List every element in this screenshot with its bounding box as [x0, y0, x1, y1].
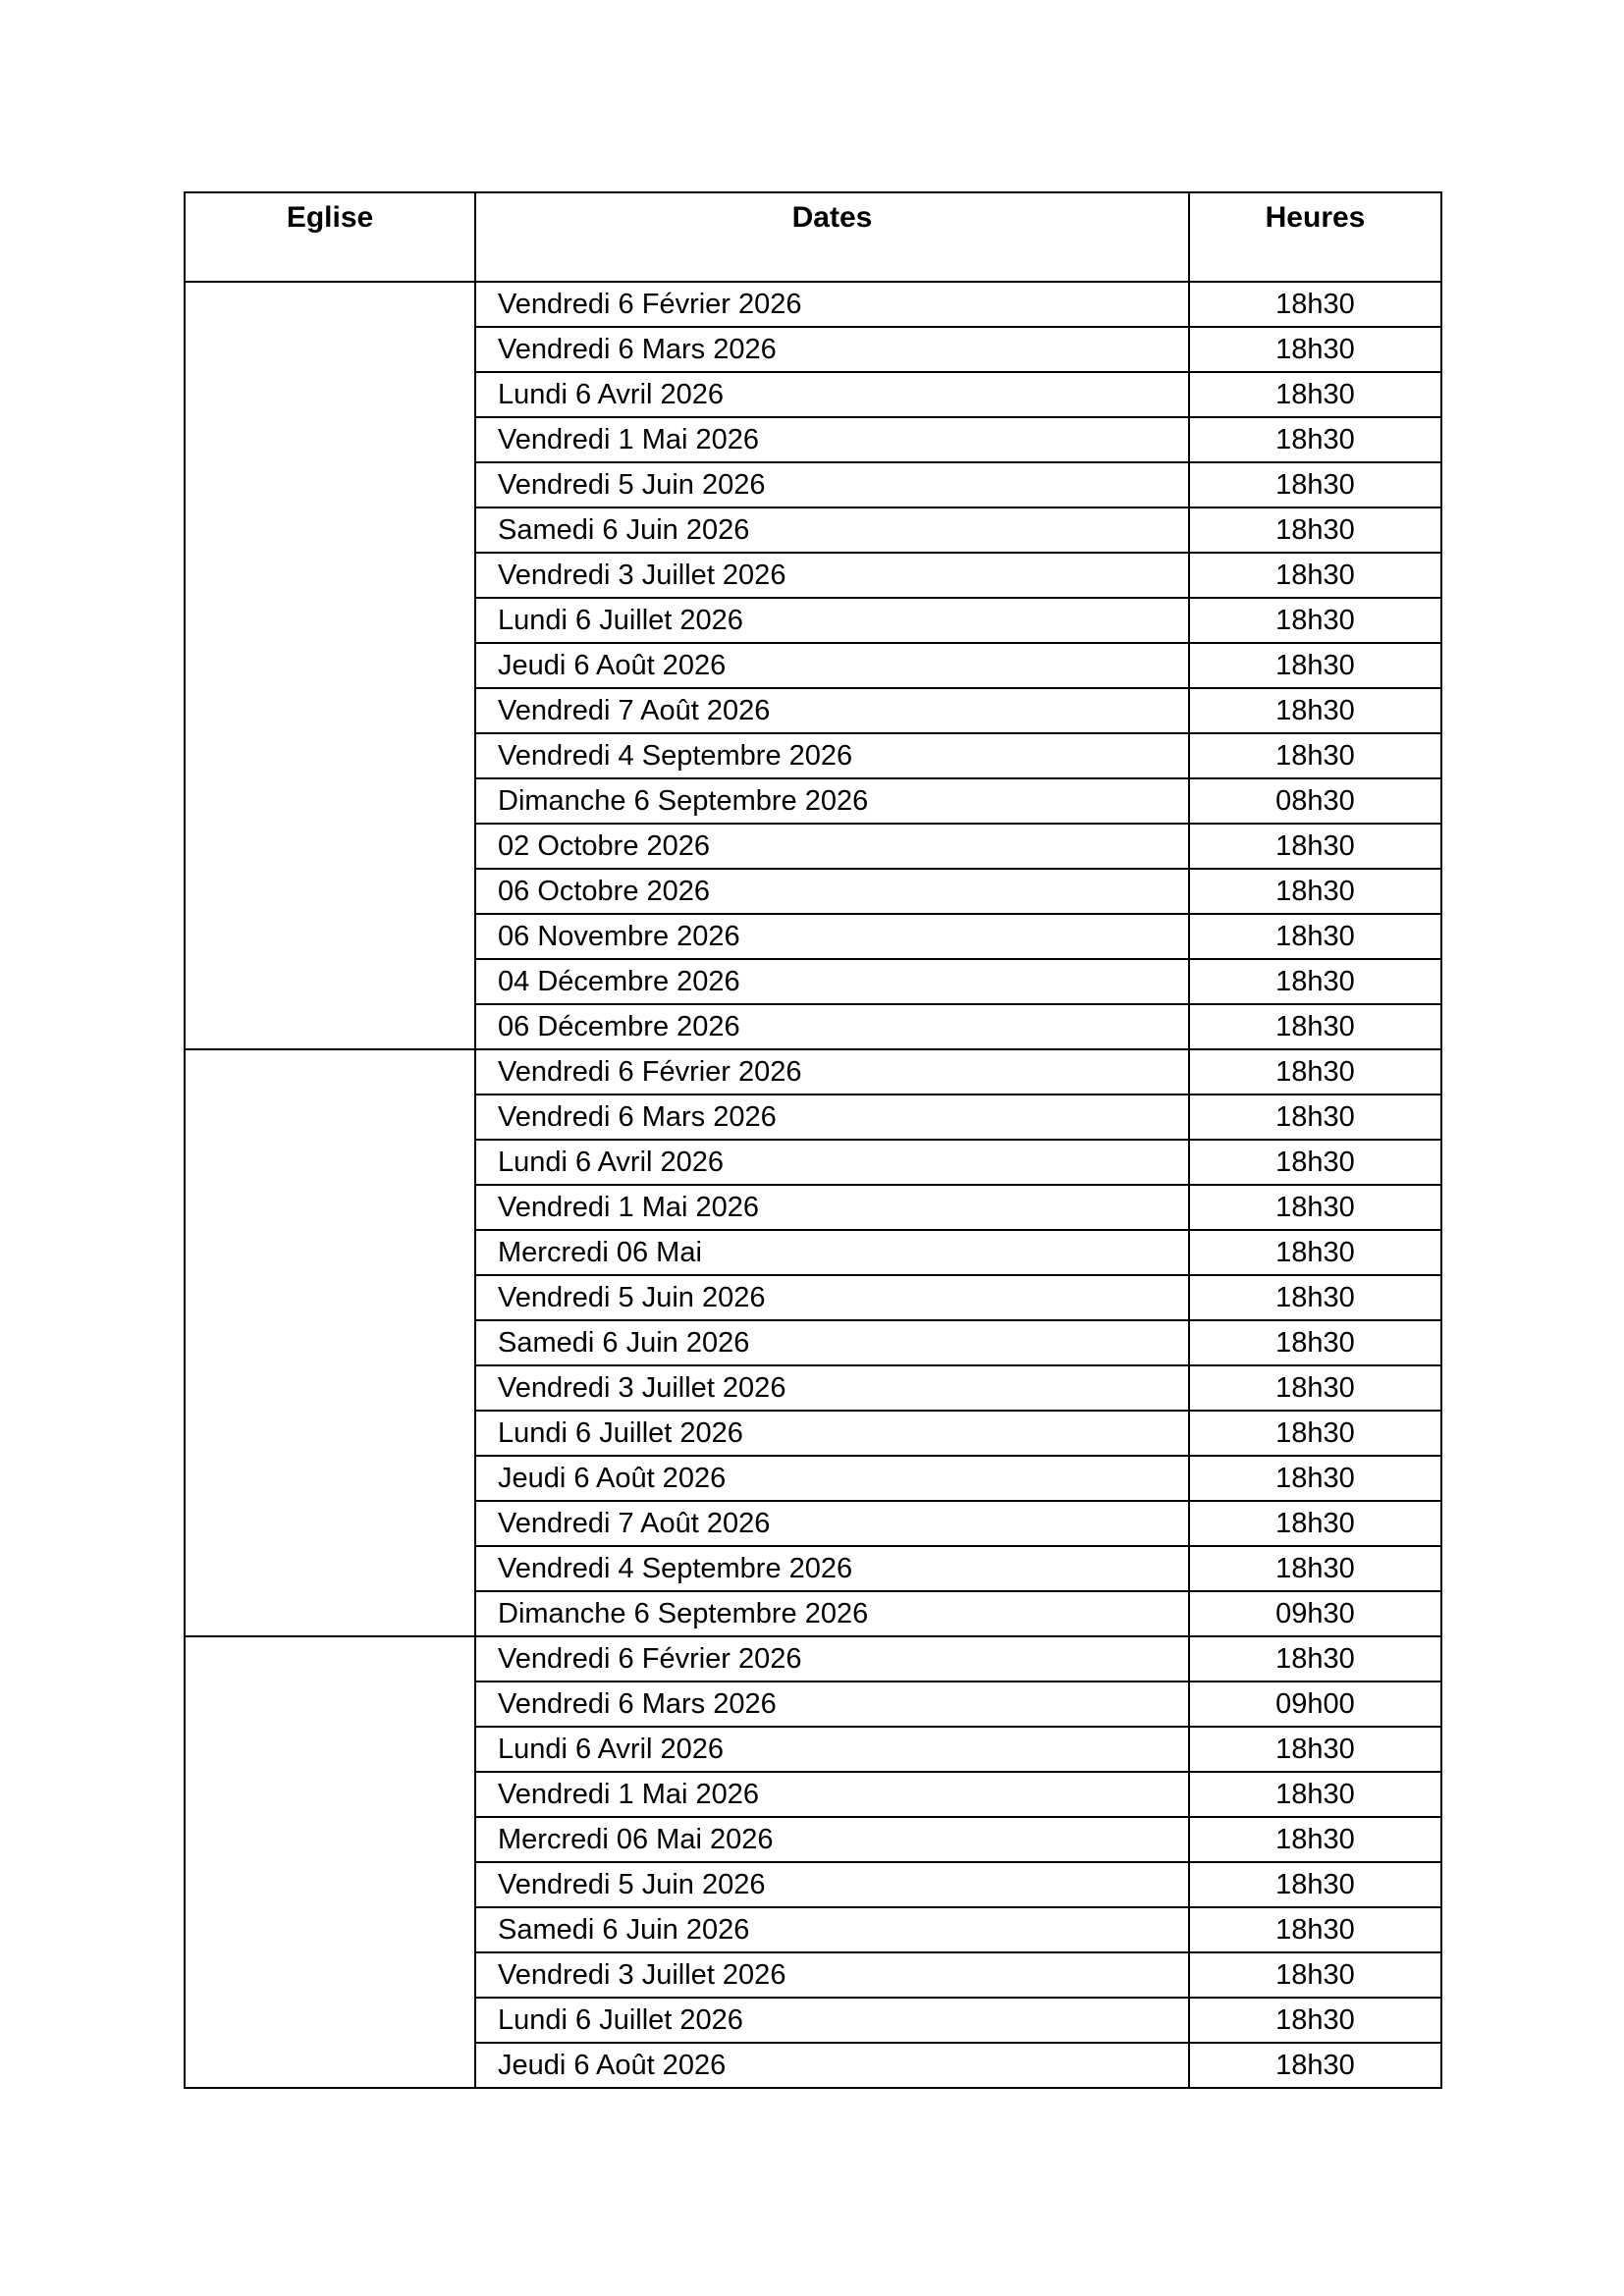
table-header	[185, 192, 1441, 282]
date-cell: Vendredi 6 Mars 2026	[475, 1682, 1189, 1727]
mass-schedule-table	[184, 191, 1442, 2089]
church-cell	[185, 1636, 475, 2088]
date-cell: Samedi 6 Juin 2026	[475, 1320, 1189, 1365]
time-cell: 18h30	[1189, 417, 1441, 462]
time-cell: 18h30	[1189, 1004, 1441, 1049]
time-cell: 18h30	[1189, 1095, 1441, 1140]
date-cell: Dimanche 6 Septembre 2026	[475, 1591, 1189, 1636]
date-cell: Vendredi 6 Mars 2026	[475, 1095, 1189, 1140]
table-row	[185, 1049, 1441, 1095]
time-cell: 18h30	[1189, 688, 1441, 733]
date-cell: 04 Décembre 2026	[475, 959, 1189, 1004]
time-cell: 18h30	[1189, 507, 1441, 553]
date-cell: Jeudi 6 Août 2026	[475, 1456, 1189, 1501]
table-row	[185, 1636, 1441, 1682]
time-cell: 18h30	[1189, 1636, 1441, 1682]
date-cell: Vendredi 7 Août 2026	[475, 688, 1189, 733]
time-cell: 18h30	[1189, 1320, 1441, 1365]
time-cell: 18h30	[1189, 1456, 1441, 1501]
time-cell: 18h30	[1189, 1817, 1441, 1862]
date-cell: Lundi 6 Juillet 2026	[475, 1998, 1189, 2043]
date-cell: Vendredi 3 Juillet 2026	[475, 1365, 1189, 1411]
time-cell: 18h30	[1189, 1411, 1441, 1456]
time-cell: 18h30	[1189, 643, 1441, 688]
table-row	[185, 282, 1441, 327]
time-cell: 18h30	[1189, 1998, 1441, 2043]
time-cell: 18h30	[1189, 1140, 1441, 1185]
date-cell: Vendredi 3 Juillet 2026	[475, 1952, 1189, 1998]
date-cell: Samedi 6 Juin 2026	[475, 507, 1189, 553]
date-cell: Vendredi 4 Septembre 2026	[475, 733, 1189, 778]
date-cell: Mercredi 06 Mai 2026	[475, 1817, 1189, 1862]
date-cell: Vendredi 6 Février 2026	[475, 1636, 1189, 1682]
time-cell: 18h30	[1189, 959, 1441, 1004]
time-cell: 18h30	[1189, 1907, 1441, 1952]
time-cell: 18h30	[1189, 1862, 1441, 1907]
header-row	[185, 192, 1441, 282]
date-cell: 06 Novembre 2026	[475, 914, 1189, 959]
date-cell: Samedi 6 Juin 2026	[475, 1907, 1189, 1952]
time-cell: 18h30	[1189, 824, 1441, 869]
date-cell: Mercredi 06 Mai	[475, 1230, 1189, 1275]
time-cell: 18h30	[1189, 327, 1441, 372]
header-heures: Heures	[1189, 192, 1441, 282]
time-cell: 18h30	[1189, 282, 1441, 327]
time-cell: 18h30	[1189, 1546, 1441, 1591]
date-cell: Lundi 6 Avril 2026	[475, 1140, 1189, 1185]
date-cell: Dimanche 6 Septembre 2026	[475, 778, 1189, 824]
date-cell: Vendredi 1 Mai 2026	[475, 417, 1189, 462]
time-cell: 18h30	[1189, 1952, 1441, 1998]
date-cell: Lundi 6 Juillet 2026	[475, 1411, 1189, 1456]
time-cell: 08h30	[1189, 778, 1441, 824]
church-cell	[185, 282, 475, 1049]
date-cell: Vendredi 5 Juin 2026	[475, 1862, 1189, 1907]
date-cell: Vendredi 1 Mai 2026	[475, 1772, 1189, 1817]
time-cell: 18h30	[1189, 372, 1441, 417]
time-cell: 18h30	[1189, 1365, 1441, 1411]
time-cell: 18h30	[1189, 1727, 1441, 1772]
date-cell: 06 Octobre 2026	[475, 869, 1189, 914]
date-cell: 02 Octobre 2026	[475, 824, 1189, 869]
date-cell: Lundi 6 Avril 2026	[475, 372, 1189, 417]
date-cell: 06 Décembre 2026	[475, 1004, 1189, 1049]
date-cell: Vendredi 1 Mai 2026	[475, 1185, 1189, 1230]
time-cell: 18h30	[1189, 1049, 1441, 1095]
time-cell: 18h30	[1189, 733, 1441, 778]
time-cell: 09h00	[1189, 1682, 1441, 1727]
schedule-table-body	[185, 282, 1441, 2088]
date-cell: Vendredi 5 Juin 2026	[475, 1275, 1189, 1320]
time-cell: 18h30	[1189, 869, 1441, 914]
header-eglise: Eglise	[185, 192, 475, 282]
time-cell: 18h30	[1189, 1230, 1441, 1275]
time-cell: 18h30	[1189, 598, 1441, 643]
date-cell: Jeudi 6 Août 2026	[475, 643, 1189, 688]
date-cell: Lundi 6 Avril 2026	[475, 1727, 1189, 1772]
date-cell: Lundi 6 Juillet 2026	[475, 598, 1189, 643]
date-cell: Vendredi 5 Juin 2026	[475, 462, 1189, 507]
date-cell: Vendredi 7 Août 2026	[475, 1501, 1189, 1546]
time-cell: 09h30	[1189, 1591, 1441, 1636]
time-cell: 18h30	[1189, 462, 1441, 507]
time-cell: 18h30	[1189, 2043, 1441, 2088]
time-cell: 18h30	[1189, 1275, 1441, 1320]
time-cell: 18h30	[1189, 1501, 1441, 1546]
date-cell: Jeudi 6 Août 2026	[475, 2043, 1189, 2088]
date-cell: Vendredi 3 Juillet 2026	[475, 553, 1189, 598]
time-cell: 18h30	[1189, 553, 1441, 598]
date-cell: Vendredi 6 Mars 2026	[475, 327, 1189, 372]
header-dates: Dates	[475, 192, 1189, 282]
church-cell	[185, 1049, 475, 1636]
time-cell: 18h30	[1189, 1185, 1441, 1230]
date-cell: Vendredi 6 Février 2026	[475, 282, 1189, 327]
time-cell: 18h30	[1189, 914, 1441, 959]
date-cell: Vendredi 4 Septembre 2026	[475, 1546, 1189, 1591]
date-cell: Vendredi 6 Février 2026	[475, 1049, 1189, 1095]
time-cell: 18h30	[1189, 1772, 1441, 1817]
